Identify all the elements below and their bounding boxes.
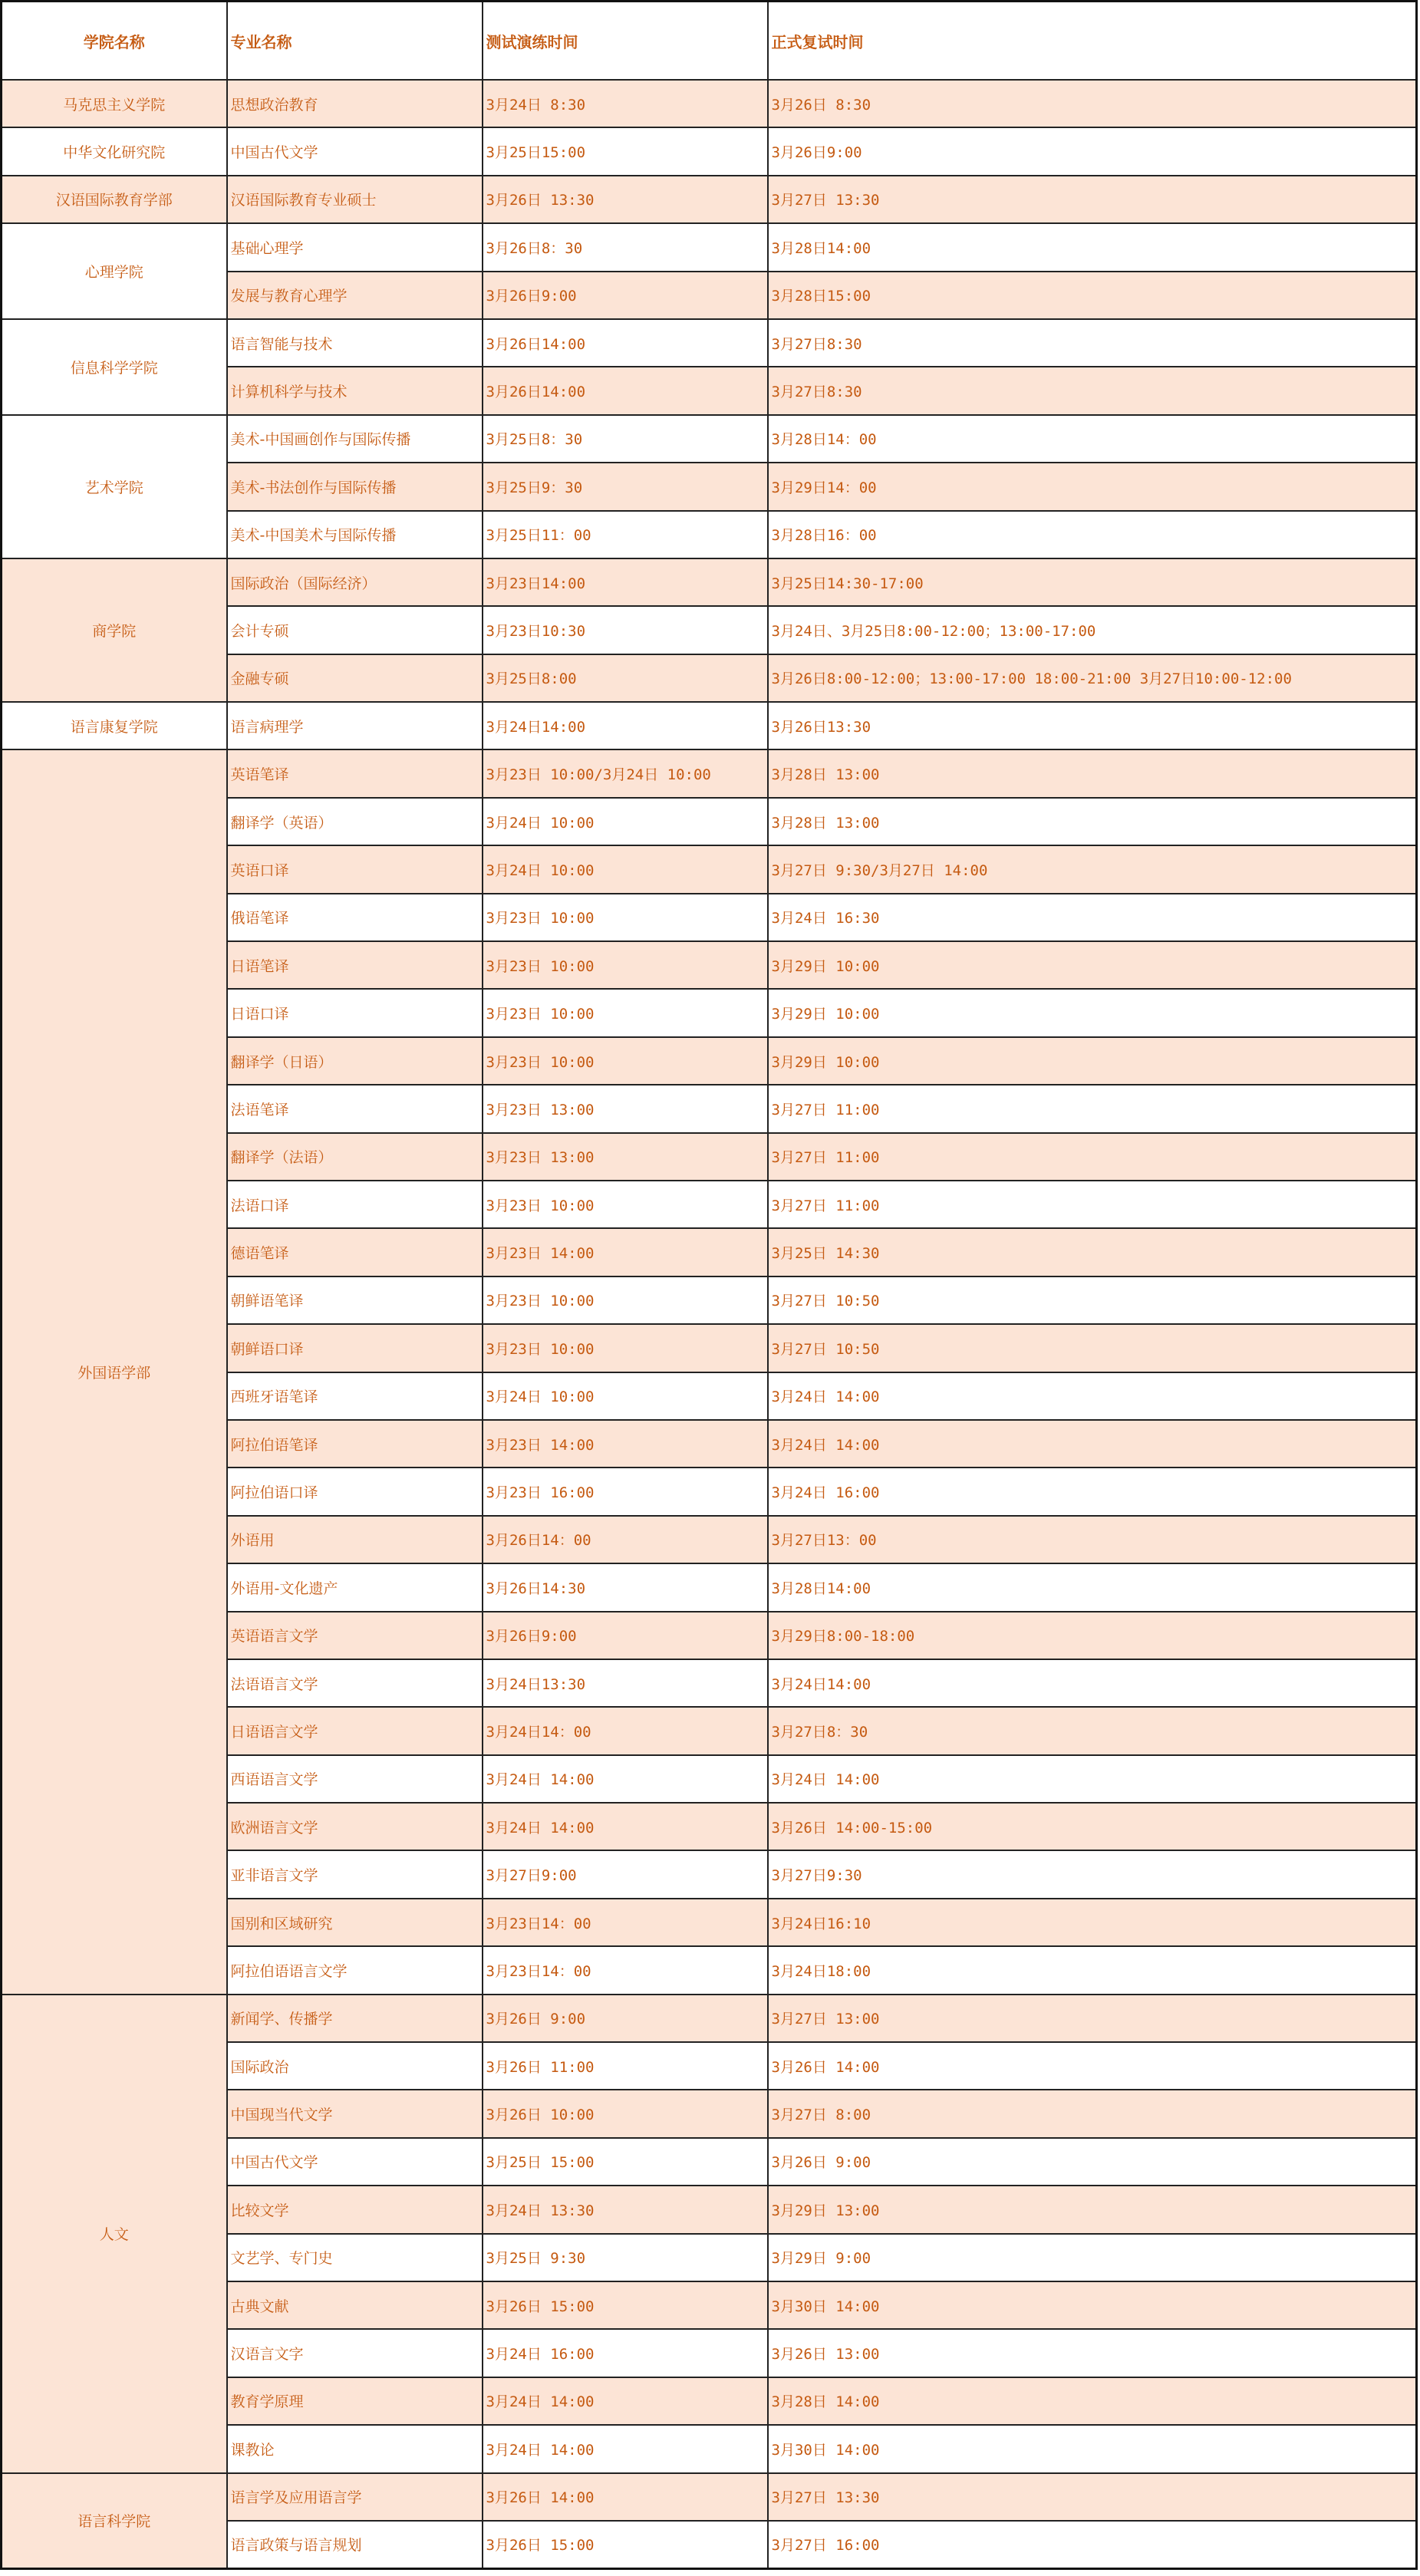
rehearsal-time-cell: 3月23日 13:00 xyxy=(483,1085,768,1132)
formal-time-cell: 3月29日8:00-18:00 xyxy=(768,1612,1417,1659)
rehearsal-time-cell: 3月23日 13:00 xyxy=(483,1133,768,1181)
rehearsal-time-cell: 3月26日9:00 xyxy=(483,272,768,319)
header-major: 专业名称 xyxy=(227,2,483,81)
header-row xyxy=(2,2,1417,81)
rehearsal-time-cell: 3月26日 11:00 xyxy=(483,2042,768,2090)
rehearsal-time-cell: 3月26日8：30 xyxy=(483,223,768,271)
formal-time-cell: 3月24日 14:00 xyxy=(768,1755,1417,1803)
major-cell: 俄语笔译 xyxy=(227,894,483,941)
major-cell: 法语口译 xyxy=(227,1181,483,1228)
major-cell: 汉语言文字 xyxy=(227,2329,483,2377)
formal-time-cell: 3月29日 10:00 xyxy=(768,1037,1417,1085)
formal-time-cell: 3月27日 13:00 xyxy=(768,1995,1417,2042)
formal-time-cell: 3月27日 11:00 xyxy=(768,1085,1417,1132)
major-cell: 亚非语言文学 xyxy=(227,1850,483,1898)
rehearsal-time-cell: 3月25日9：30 xyxy=(483,463,768,510)
major-cell: 阿拉伯语口译 xyxy=(227,1468,483,1515)
college-cell: 人文 xyxy=(2,1995,227,2473)
major-cell: 英语语言文学 xyxy=(227,1612,483,1659)
formal-time-cell: 3月27日8：30 xyxy=(768,1707,1417,1754)
major-cell: 国际政治（国际经济） xyxy=(227,558,483,606)
rehearsal-time-cell: 3月24日 10:00 xyxy=(483,798,768,845)
major-cell: 中国古代文学 xyxy=(227,127,483,175)
formal-time-cell: 3月27日 10:50 xyxy=(768,1276,1417,1324)
rehearsal-time-cell: 3月24日 13:30 xyxy=(483,2186,768,2233)
major-cell: 法语语言文学 xyxy=(227,1659,483,1707)
formal-time-cell: 3月24日 16:00 xyxy=(768,1468,1417,1515)
formal-time-cell: 3月27日 13:30 xyxy=(768,2473,1417,2521)
major-cell: 中国现当代文学 xyxy=(227,2090,483,2137)
rehearsal-time-cell: 3月26日14：00 xyxy=(483,1516,768,1563)
major-cell: 中国古代文学 xyxy=(227,2138,483,2186)
major-cell: 美术-中国美术与国际传播 xyxy=(227,511,483,558)
rehearsal-time-cell: 3月24日 16:00 xyxy=(483,2329,768,2377)
rehearsal-time-cell: 3月23日 10:00 xyxy=(483,1037,768,1085)
major-cell: 翻译学（英语） xyxy=(227,798,483,845)
rehearsal-time-cell: 3月23日 10:00 xyxy=(483,1324,768,1372)
rehearsal-time-cell: 3月26日14:00 xyxy=(483,319,768,367)
rehearsal-time-cell: 3月23日 10:00 xyxy=(483,894,768,941)
major-cell: 基础心理学 xyxy=(227,223,483,271)
major-cell: 英语笔译 xyxy=(227,749,483,797)
major-cell: 翻译学（日语） xyxy=(227,1037,483,1085)
major-cell: 阿拉伯语笔译 xyxy=(227,1420,483,1468)
formal-time-cell: 3月24日18:00 xyxy=(768,1946,1417,1994)
table-row xyxy=(2,749,1417,797)
major-cell: 会计专硕 xyxy=(227,606,483,654)
formal-time-cell: 3月26日 9:00 xyxy=(768,2138,1417,2186)
rehearsal-time-cell: 3月26日14:30 xyxy=(483,1563,768,1611)
college-cell: 心理学院 xyxy=(2,223,227,319)
formal-time-cell: 3月27日 13:30 xyxy=(768,176,1417,223)
major-cell: 计算机科学与技术 xyxy=(227,367,483,414)
major-cell: 朝鲜语笔译 xyxy=(227,1276,483,1324)
header-formal-time: 正式复试时间 xyxy=(768,2,1417,81)
formal-time-cell: 3月27日9:30 xyxy=(768,1850,1417,1898)
rehearsal-time-cell: 3月24日 14:00 xyxy=(483,2377,768,2425)
table-row xyxy=(2,176,1417,223)
formal-time-cell: 3月27日13：00 xyxy=(768,1516,1417,1563)
header-rehearsal-time: 测试演练时间 xyxy=(483,2,768,81)
college-cell: 语言科学院 xyxy=(2,2473,227,2569)
rehearsal-time-cell: 3月24日13:30 xyxy=(483,1659,768,1707)
formal-time-cell: 3月30日 14:00 xyxy=(768,2425,1417,2472)
table-row xyxy=(2,415,1417,463)
major-cell: 新闻学、传播学 xyxy=(227,1995,483,2042)
rehearsal-time-cell: 3月24日 14:00 xyxy=(483,2425,768,2472)
table-row xyxy=(2,558,1417,606)
major-cell: 西班牙语笔译 xyxy=(227,1372,483,1420)
formal-time-cell: 3月27日 11:00 xyxy=(768,1181,1417,1228)
formal-time-cell: 3月26日13:30 xyxy=(768,702,1417,749)
formal-time-cell: 3月24日16:10 xyxy=(768,1899,1417,1946)
college-cell: 汉语国际教育学部 xyxy=(2,176,227,223)
table-row xyxy=(2,223,1417,271)
formal-time-cell: 3月28日15:00 xyxy=(768,272,1417,319)
formal-time-cell: 3月27日8:30 xyxy=(768,367,1417,414)
rehearsal-time-cell: 3月23日10:30 xyxy=(483,606,768,654)
rehearsal-time-cell: 3月23日 14:00 xyxy=(483,1228,768,1276)
rehearsal-time-cell: 3月23日 10:00 xyxy=(483,941,768,989)
table-row xyxy=(2,1995,1417,2042)
rehearsal-time-cell: 3月26日 15:00 xyxy=(483,2521,768,2568)
rehearsal-time-cell: 3月23日14：00 xyxy=(483,1946,768,1994)
college-cell: 外国语学部 xyxy=(2,749,227,1994)
formal-time-cell: 3月27日 8:00 xyxy=(768,2090,1417,2137)
major-cell: 国别和区域研究 xyxy=(227,1899,483,1946)
formal-time-cell: 3月28日14：00 xyxy=(768,415,1417,463)
rehearsal-time-cell: 3月24日 8:30 xyxy=(483,80,768,127)
rehearsal-time-cell: 3月23日14:00 xyxy=(483,558,768,606)
rehearsal-time-cell: 3月24日 10:00 xyxy=(483,845,768,893)
formal-time-cell: 3月26日 14:00-15:00 xyxy=(768,1803,1417,1850)
formal-time-cell: 3月26日8:00-12:00；13:00-17:00 18:00-21:00 3月27日10:00-12:00 xyxy=(768,654,1417,702)
major-cell: 美术-中国画创作与国际传播 xyxy=(227,415,483,463)
major-cell: 日语笔译 xyxy=(227,941,483,989)
formal-time-cell: 3月27日 9:30/3月27日 14:00 xyxy=(768,845,1417,893)
formal-time-cell: 3月25日14:30-17:00 xyxy=(768,558,1417,606)
formal-time-cell: 3月24日14:00 xyxy=(768,1659,1417,1707)
formal-time-cell: 3月30日 14:00 xyxy=(768,2281,1417,2329)
table-row xyxy=(2,80,1417,127)
formal-time-cell: 3月27日 10:50 xyxy=(768,1324,1417,1372)
major-cell: 朝鲜语口译 xyxy=(227,1324,483,1372)
major-cell: 金融专硕 xyxy=(227,654,483,702)
rehearsal-time-cell: 3月23日 10:00 xyxy=(483,1181,768,1228)
major-cell: 课教论 xyxy=(227,2425,483,2472)
major-cell: 思想政治教育 xyxy=(227,80,483,127)
table-row xyxy=(2,2473,1417,2521)
major-cell: 日语口译 xyxy=(227,989,483,1036)
formal-time-cell: 3月28日 13:00 xyxy=(768,749,1417,797)
major-cell: 西语语言文学 xyxy=(227,1755,483,1803)
major-cell: 外语用 xyxy=(227,1516,483,1563)
rehearsal-time-cell: 3月23日 10:00/3月24日 10:00 xyxy=(483,749,768,797)
table-header xyxy=(2,2,1417,81)
major-cell: 比较文学 xyxy=(227,2186,483,2233)
formal-time-cell: 3月29日 9:00 xyxy=(768,2234,1417,2281)
table-row xyxy=(2,702,1417,749)
rehearsal-time-cell: 3月26日 13:30 xyxy=(483,176,768,223)
header-college: 学院名称 xyxy=(2,2,227,81)
formal-time-cell: 3月26日 13:00 xyxy=(768,2329,1417,2377)
formal-time-cell: 3月26日9:00 xyxy=(768,127,1417,175)
major-cell: 文艺学、专门史 xyxy=(227,2234,483,2281)
table-row xyxy=(2,127,1417,175)
rehearsal-time-cell: 3月24日 14:00 xyxy=(483,1803,768,1850)
major-cell: 发展与教育心理学 xyxy=(227,272,483,319)
formal-time-cell: 3月28日 13:00 xyxy=(768,798,1417,845)
major-cell: 翻译学（法语） xyxy=(227,1133,483,1181)
rehearsal-time-cell: 3月25日11：00 xyxy=(483,511,768,558)
table-body xyxy=(2,80,1417,2568)
college-cell: 中华文化研究院 xyxy=(2,127,227,175)
rehearsal-time-cell: 3月24日 10:00 xyxy=(483,1372,768,1420)
rehearsal-time-cell: 3月23日 10:00 xyxy=(483,989,768,1036)
major-cell: 教育学原理 xyxy=(227,2377,483,2425)
major-cell: 外语用-文化遗产 xyxy=(227,1563,483,1611)
formal-time-cell: 3月25日 14:30 xyxy=(768,1228,1417,1276)
rehearsal-time-cell: 3月26日 14:00 xyxy=(483,2473,768,2521)
rehearsal-time-cell: 3月23日 14:00 xyxy=(483,1420,768,1468)
formal-time-cell: 3月24日 14:00 xyxy=(768,1420,1417,1468)
rehearsal-time-cell: 3月26日 10:00 xyxy=(483,2090,768,2137)
formal-time-cell: 3月26日 8:30 xyxy=(768,80,1417,127)
formal-time-cell: 3月27日 11:00 xyxy=(768,1133,1417,1181)
rehearsal-time-cell: 3月25日 15:00 xyxy=(483,2138,768,2186)
rehearsal-time-cell: 3月25日 9:30 xyxy=(483,2234,768,2281)
rehearsal-time-cell: 3月26日 15:00 xyxy=(483,2281,768,2329)
major-cell: 阿拉伯语语言文学 xyxy=(227,1946,483,1994)
formal-time-cell: 3月29日 10:00 xyxy=(768,941,1417,989)
formal-time-cell: 3月27日8:30 xyxy=(768,319,1417,367)
formal-time-cell: 3月24日 16:30 xyxy=(768,894,1417,941)
major-cell: 日语语言文学 xyxy=(227,1707,483,1754)
formal-time-cell: 3月28日16：00 xyxy=(768,511,1417,558)
rehearsal-time-cell: 3月26日9:00 xyxy=(483,1612,768,1659)
major-cell: 语言智能与技术 xyxy=(227,319,483,367)
college-cell: 艺术学院 xyxy=(2,415,227,558)
rehearsal-time-cell: 3月25日15:00 xyxy=(483,127,768,175)
major-cell: 美术-书法创作与国际传播 xyxy=(227,463,483,510)
major-cell: 语言病理学 xyxy=(227,702,483,749)
college-cell: 语言康复学院 xyxy=(2,702,227,749)
formal-time-cell: 3月29日 13:00 xyxy=(768,2186,1417,2233)
major-cell: 古典文献 xyxy=(227,2281,483,2329)
college-cell: 商学院 xyxy=(2,558,227,702)
formal-time-cell: 3月28日14:00 xyxy=(768,1563,1417,1611)
major-cell: 英语口译 xyxy=(227,845,483,893)
formal-time-cell: 3月24日 14:00 xyxy=(768,1372,1417,1420)
formal-time-cell: 3月29日 10:00 xyxy=(768,989,1417,1036)
major-cell: 汉语国际教育专业硕士 xyxy=(227,176,483,223)
formal-time-cell: 3月26日 14:00 xyxy=(768,2042,1417,2090)
rehearsal-time-cell: 3月24日14:00 xyxy=(483,702,768,749)
major-cell: 法语笔译 xyxy=(227,1085,483,1132)
rehearsal-time-cell: 3月23日 16:00 xyxy=(483,1468,768,1515)
college-cell: 信息科学学院 xyxy=(2,319,227,415)
formal-time-cell: 3月28日 14:00 xyxy=(768,2377,1417,2425)
rehearsal-time-cell: 3月26日14:00 xyxy=(483,367,768,414)
rehearsal-time-cell: 3月25日8:00 xyxy=(483,654,768,702)
table-row xyxy=(2,319,1417,367)
college-cell: 马克思主义学院 xyxy=(2,80,227,127)
major-cell: 语言政策与语言规划 xyxy=(227,2521,483,2568)
formal-time-cell: 3月27日 16:00 xyxy=(768,2521,1417,2568)
major-cell: 欧洲语言文学 xyxy=(227,1803,483,1850)
major-cell: 国际政治 xyxy=(227,2042,483,2090)
major-cell: 语言学及应用语言学 xyxy=(227,2473,483,2521)
rehearsal-time-cell: 3月24日14：00 xyxy=(483,1707,768,1754)
major-cell: 德语笔译 xyxy=(227,1228,483,1276)
formal-time-cell: 3月29日14：00 xyxy=(768,463,1417,510)
rehearsal-time-cell: 3月23日 10:00 xyxy=(483,1276,768,1324)
rehearsal-time-cell: 3月24日 14:00 xyxy=(483,1755,768,1803)
formal-time-cell: 3月24日、3月25日8:00-12:00；13:00-17:00 xyxy=(768,606,1417,654)
formal-time-cell: 3月28日14:00 xyxy=(768,223,1417,271)
rehearsal-time-cell: 3月26日 9:00 xyxy=(483,1995,768,2042)
rehearsal-time-cell: 3月23日14：00 xyxy=(483,1899,768,1946)
rehearsal-time-cell: 3月27日9:00 xyxy=(483,1850,768,1898)
rehearsal-time-cell: 3月25日8：30 xyxy=(483,415,768,463)
